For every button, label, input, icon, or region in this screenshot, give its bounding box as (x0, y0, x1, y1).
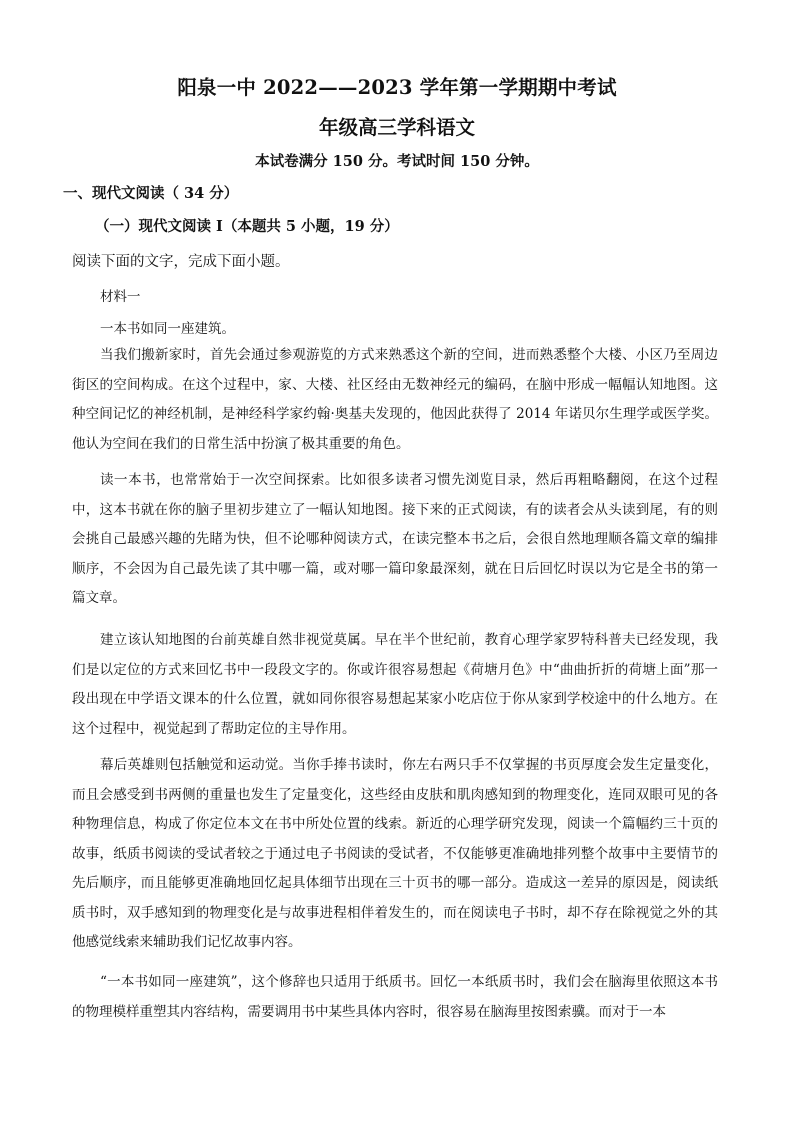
material-lead: 一本书如同一座建筑。 (100, 321, 235, 337)
paragraph-2: 读一本书，也常常始于一次空间探索。比如很多读者习惯先浏览目录，然后再粗略翻阅，在这个过程中，这本书就在你的脑子里初步建立了一幅认知地图。接下来的正式阅读，有的读者会从头读到尾，有的则会挑自己最感兴趣的先睹为快，但不论哪种阅读方式，在读完整本书之后，会很自然地理顺各篇文章的编排顺序，不会因为自己最先读了其中哪一篇，或对哪一篇印象最深刻，就在日后回忆时误以为它是全书的第一篇文章。 (72, 472, 718, 606)
paragraph-3: 建立该认知地图的台前英雄自然非视觉莫属。早在半个世纪前，教育心理学家罗特科普夫已经发现，我们是以定位的方式来回忆书中一段段文字的。你或许很容易想起《荷塘月色》中“曲曲折折的荷塘上面”那一段出现在中学语文课本的什么位置，就如同你很容易想起某家小吃店位于你从家到学校途中的什么地方。在这个过程中，视觉起到了帮助定位的主导作用。 (72, 632, 718, 737)
exam-info: 本试卷满分 150 分。考试时间 150 分钟。 (255, 153, 539, 170)
reading-instruction: 阅读下面的文字，完成下面小题。 (72, 254, 290, 270)
paragraph-4: 幕后英雄则包括触觉和运动觉。当你手捧书读时，你左右两只手不仅掌握的书页厚度会发生定量变化，而且会感受到书两侧的重量也发生了定量变化，这些经由皮肤和肌肉感知到的物理变化，连同双眼可见的各种物理信息，构成了你定位本文在书中所处位置的线索。新近的心理学研究发现，阅读一个篇幅约三十页的故事，纸质书阅读的受试者较之于通过电子书阅读的受试者，不仅能够更准确地排列整个故事中主要情节的先后顺序，而且能够更准确地回忆起具体细节出现在三十页书的哪一部分。造成这一差异的原因是，阅读纸质书时，双手感知到的物理变化是与故事进程相伴着发生的，而在阅读电子书时，却不存在除视觉之外的其他感觉线索来辅助我们记忆故事内容。 (72, 757, 718, 950)
section-heading: 一、现代文阅读（ 34 分） (63, 185, 239, 202)
paragraph-5: “一本书如同一座建筑”，这个修辞也只适用于纸质书。回忆一本纸质书时，我们会在脑海里依照这本书的物理模样重塑其内容结构，需要调用书中某些具体内容时，很容易在脑海里按图索骥。而对于一本 (72, 974, 718, 1020)
exam-subtitle: 年级高三学科语文 (318, 116, 475, 139)
exam-title: 阳泉一中 2022——2023 学年第一学期期中考试 (177, 76, 617, 99)
material-label: 材料一 (100, 289, 141, 305)
subsection-heading: （一）现代文阅读 Ⅰ（本题共 5 小题，19 分） (95, 218, 399, 235)
paragraph-1: 当我们搬新家时，首先会通过参观游览的方式来熟悉这个新的空间，进而熟悉整个大楼、小区乃至周边街区的空间构成。在这个过程中，家、大楼、社区经由无数神经元的编码，在脑中形成一幅幅认知地图。这种空间记忆的神经机制，是神经科学家约翰·奥基夫发现的，他因此获得了 2014 年诺贝尔生理学或医学奖。他认为空间在我们的日常生活中扮演了极其重要的角色。 (72, 347, 718, 452)
